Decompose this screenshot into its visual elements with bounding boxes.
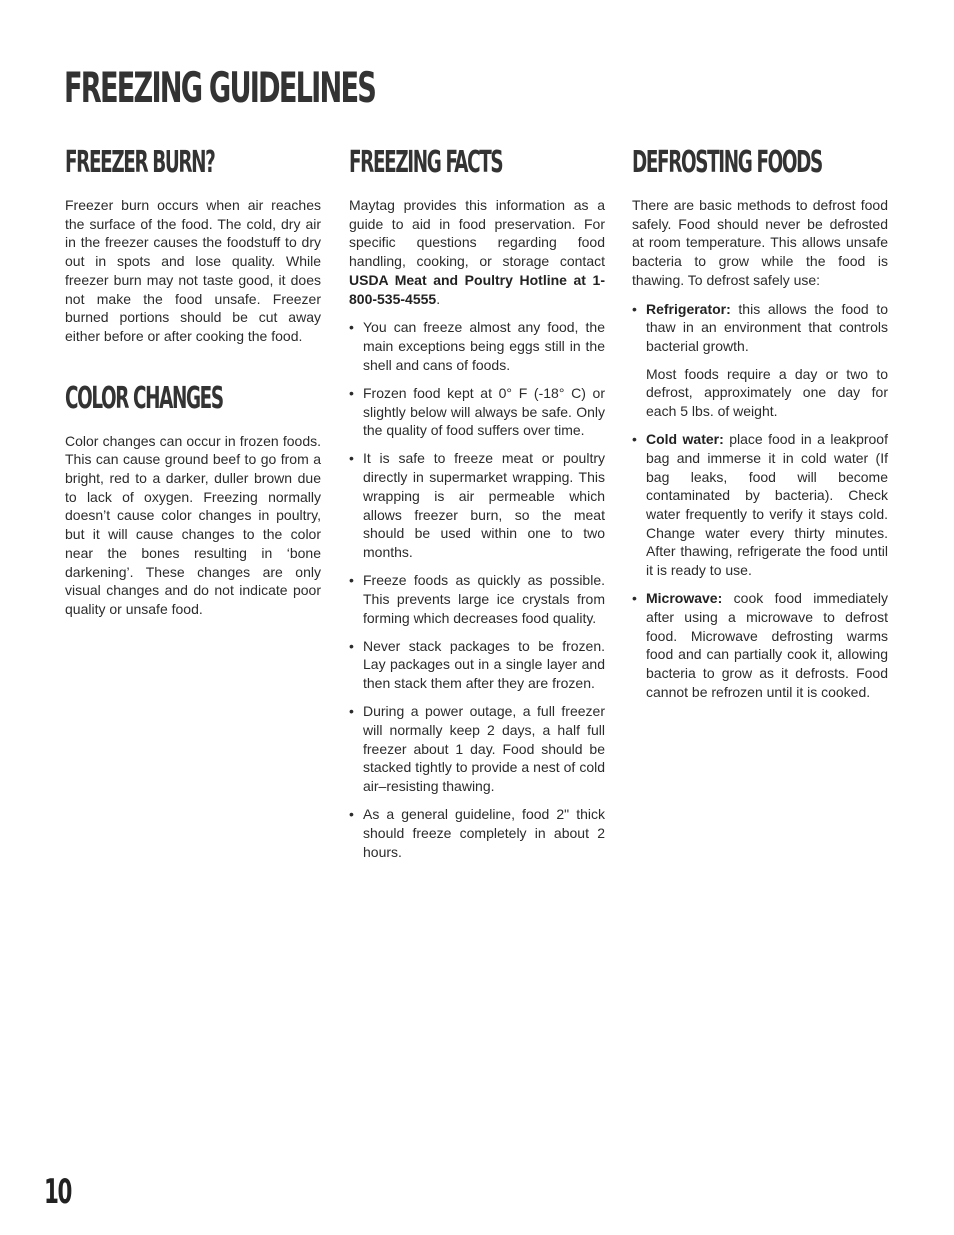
method-label: Refrigerator: xyxy=(646,300,731,317)
list-item: • Frozen food kept at 0° F (-18° C) or slightly below will always be safe. Only the quality of food suffers over time. xyxy=(349,384,605,440)
list-item: • As a general guideline, food 2" thick should freeze completely in about 2 hours. xyxy=(349,805,605,861)
list-item: • During a power outage, a full freezer will normally keep 2 days, a half full freezer about 1 day. Food should be stacked tightly to provide a nest of cold air–resisting thawing. xyxy=(349,702,605,796)
method-label: Cold water: xyxy=(646,431,724,448)
page-title: FREEZING GUIDELINES xyxy=(64,63,376,112)
defrosting-methods-list xyxy=(632,300,888,702)
defrost-method-microwave xyxy=(632,589,888,701)
defrost-method-cold-water xyxy=(632,430,888,580)
defrost-method-refrigerator xyxy=(632,300,888,421)
freezing-facts-intro-end: . xyxy=(436,290,441,307)
method-text: place food in a leakproof bag and immerse it in cold water (If bag leaks, food will become contaminated by bacteria). Check water frequently to verify it stays cold. Change water every thirty minutes. After thawing, refrigerate the food until it is ready to use. xyxy=(646,431,888,579)
list-item: • You can freeze almost any food, the main exceptions being eggs still in the shell and cans of foods. xyxy=(349,318,605,374)
freezing-facts-heading: FREEZING FACTS xyxy=(349,145,503,180)
method-note: Most foods require a day or two to defrost, approximately one day for each 5 lbs. of weight. xyxy=(646,365,888,420)
color-changes-heading: COLOR CHANGES xyxy=(65,380,223,416)
method-text: this allows the food to thaw in an environment that controls bacterial growth. xyxy=(646,300,888,354)
list-item: • Never stack packages to be frozen. Lay packages out in a single layer and then stack them after they are frozen. xyxy=(349,637,605,693)
freezing-facts-intro-text: Maytag provides this information as a guide to aid in food preservation. For specific questions regarding food handling, cooking, or storage contact xyxy=(349,197,605,270)
defrosting-intro: There are basic methods to defrost food safely. Food should never be defrosted at room temperature. This allows unsafe bacteria to grow while the food is thawing. To defrost safely use: xyxy=(632,197,888,288)
freezing-facts-list xyxy=(349,318,605,861)
hotline-text: USDA Meat and Poultry Hotline at 1-800-535-4555 xyxy=(349,271,605,307)
list-item: • It is safe to freeze meat or poultry directly in supermarket wrapping. This wrapping is air permeable which allows freezer burn, so the meat should be used within one to two months. xyxy=(349,449,605,561)
middle-column xyxy=(349,140,605,871)
color-changes-text: Color changes can occur in frozen foods. This can cause ground beef to go from a bright, red to a darker, duller brown due to lack of oxygen. Freezing normally doesn’t cause color changes in poultry, but it will cause changes to the color near the bones resulting in ‘bone darkening’. These changes are only visual changes and do not indicate poor quality or unsafe food. xyxy=(65,432,321,617)
freezing-facts-intro xyxy=(349,196,605,308)
defrosting-heading: DEFROSTING FOODS xyxy=(632,145,822,180)
freezer-burn-heading: FREEZER BURN? xyxy=(65,145,215,180)
page-number: 10 xyxy=(44,1172,72,1212)
list-item: • Freeze foods as quickly as possible. This prevents large ice crystals from forming which decreases food quality. xyxy=(349,571,605,627)
method-label: Microwave: xyxy=(646,590,723,607)
right-column xyxy=(632,140,888,711)
left-column xyxy=(65,140,321,619)
method-text: cook food immediately after using a microwave to defrost food. Microwave defrosting warms food and can partially cook it, allowing bacteria to grow as it defrosts. Food cannot be refrozen until it is cooked. xyxy=(646,590,888,700)
freezer-burn-text: Freezer burn occurs when air reaches the surface of the food. The cold, dry air in the freezer causes the foodstuff to dry out in spots and lose quality. While freezer burn may not taste good, it does not make the food unsafe. Freezer burned portions should be cut away either before or after cooking the food. xyxy=(65,197,321,344)
